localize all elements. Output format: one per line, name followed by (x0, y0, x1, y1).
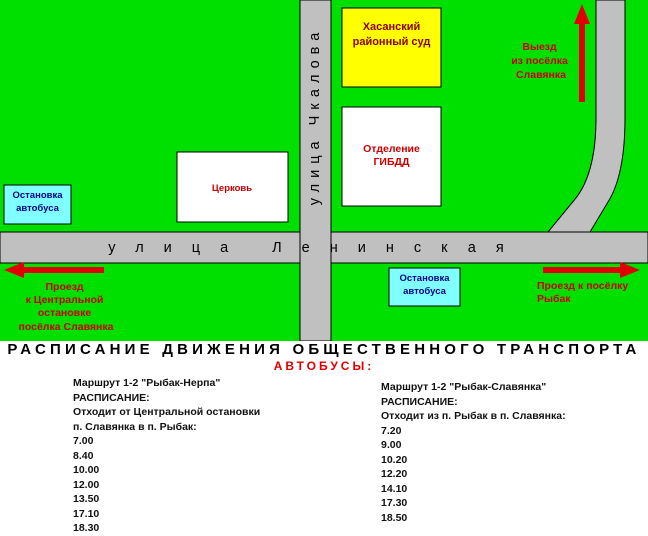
departure-time: 7.00 (73, 435, 94, 447)
road-join (540, 233, 592, 262)
court-label: Хасанский районный суд (352, 21, 431, 48)
label-exit-slavyanka: Выезд из посёлка Славянка (511, 41, 568, 81)
church-label: Церковь (211, 183, 253, 194)
street-label-leninskaya: улица Ленинская (108, 239, 524, 256)
label-to-rybak: Проезд к посёлку Рыбак (537, 280, 629, 305)
label-to-central-stop: Проезд к Центральной остановке посёлка Славянка (18, 281, 114, 333)
departure-time: 9.00 (381, 439, 402, 451)
departure-time: 14.10 (381, 482, 408, 495)
departure-time: 7.20 (381, 424, 402, 437)
bus-stop-bottom-label: Остановка автобуса (399, 273, 450, 297)
departure-time: 12.20 (381, 468, 408, 480)
departure-time: 12.00 (73, 478, 100, 491)
route-departs: Отходит от Центральной остановки (73, 406, 261, 418)
route-rybak-slavyanka (381, 380, 566, 525)
gibdd-label: Отделение ГИБДД (363, 143, 420, 168)
schedule-title: РАСПИСАНИЕ ДВИЖЕНИЯ ОБЩЕСТВЕННОГО ТРАНСПОРТА (7, 341, 641, 358)
departure-time: 17.10 (73, 507, 100, 520)
departure-times (73, 434, 260, 536)
departure-time: 13.50 (73, 493, 100, 505)
route-rybak-nerpa (73, 376, 260, 536)
departure-time: 18.50 (381, 511, 408, 524)
route-name: Маршрут 1-2 "Рыбак-Нерпа" (73, 377, 221, 389)
departure-time: 10.20 (381, 453, 408, 466)
departure-time: 8.40 (73, 449, 94, 462)
departure-time: 17.30 (381, 497, 408, 509)
route-departs: п. Славянка в п. Рыбак: (73, 420, 197, 433)
route-departs: Отходит из п. Рыбак в п. Славянка: (381, 410, 566, 422)
departure-time: 10.00 (73, 464, 100, 476)
route-name: Маршрут 1-2 "Рыбак-Славянка" (381, 381, 547, 393)
street-label-chkalova: улица Чкалова (306, 26, 323, 206)
departure-time: 18.30 (73, 522, 100, 534)
route-schedule-label: РАСПИСАНИЕ: (381, 395, 458, 408)
bus-stop-left-label: Остановка автобуса (12, 190, 63, 214)
departure-times (381, 424, 566, 526)
schedule-subtitle: АВТОБУСЫ: (273, 359, 375, 373)
route-schedule-label: РАСПИСАНИЕ: (73, 391, 150, 404)
